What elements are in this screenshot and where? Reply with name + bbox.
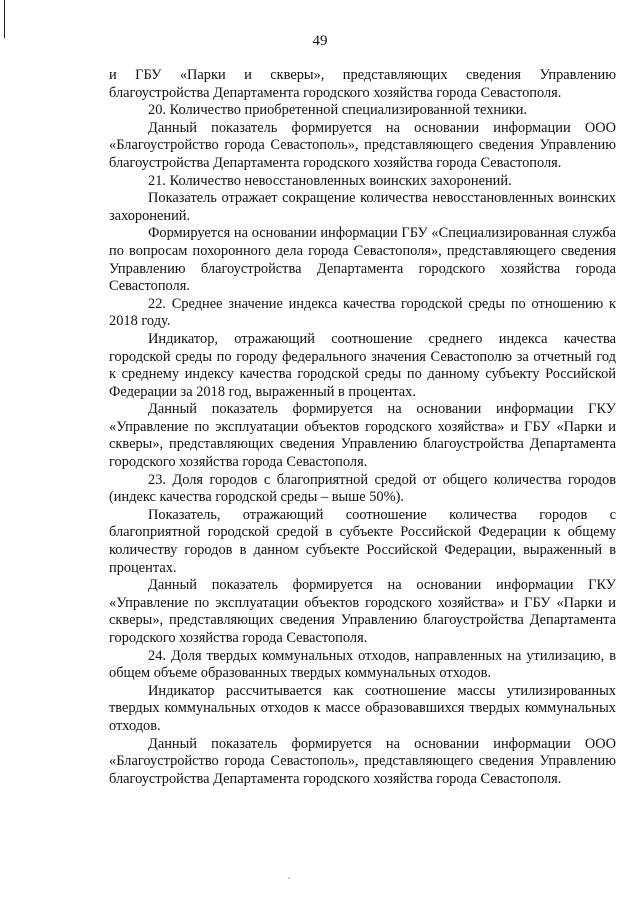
- paragraph: Формируется на основании информации ГБУ «Специализированная служба по вопросам похоронного дела города Севастополя», представляющего сведения Управлению благоустройства Департамента городского хозяйства города Севастополя.: [109, 225, 616, 295]
- paragraph: Данный показатель формируется на основании информации ООО «Благоустройство города Севастополь», представляющего сведения Управлению благоустройства Департамента городского хозяйства города Севастополя.: [109, 119, 616, 171]
- paragraph: 23. Доля городов с благоприятной средой от общего количества городов (индекс качества городской среды – выше 50%).: [109, 471, 616, 506]
- paragraph: 24. Доля твердых коммунальных отходов, направленных на утилизацию, в общем объеме образованных твердых коммунальных отходов.: [109, 647, 616, 682]
- paragraph: Индикатор рассчитывается как соотношение массы утилизированных твердых коммунальных отходов к массе образовавшихся твердых коммунальных отходов.: [109, 682, 616, 734]
- paragraph: 22. Среднее значение индекса качества городской среды по отношению к 2018 году.: [109, 295, 616, 330]
- paragraph: 20. Количество приобретенной специализированной техники.: [148, 102, 528, 119]
- paragraph: Данный показатель формируется на основании информации ГКУ «Управление по эксплуатации объектов городского хозяйства» и ГБУ «Парки и скверы», представляющих сведения Управлению благоустройства Департамента городского хозяйства города Севастополя.: [109, 401, 616, 471]
- document-body: [109, 67, 616, 788]
- paragraph: Индикатор, отражающий соотношение среднего индекса качества городской среды по городу федерального значения Севастополю за отчетный год к среднему индексу качества городской среды по данному субъекту Российской Федерации за 2018 год, выраженный в процентах.: [109, 330, 616, 400]
- page-number: 49: [312, 33, 328, 49]
- scan-speck: [288, 877, 290, 879]
- paragraph: Показатель, отражающий соотношение количества городов с благоприятной городской средой в субъекте Российской Федерации к общему количеству городов в данном субъекте Российской Федерации, выраженный в процентах.: [109, 506, 616, 576]
- paragraph: и ГБУ «Парки и скверы», представляющих сведения Управлению благоустройства Департамента городского хозяйства города Севастополя.: [109, 67, 616, 101]
- paragraph: 21. Количество невосстановленных воинских захоронений.: [148, 172, 512, 189]
- paragraph: Данный показатель формируется на основании информации ГКУ «Управление по эксплуатации объектов городского хозяйства» и ГБУ «Парки и скверы», представляющих сведения Управлению благоустройства Департамента городского хозяйства города Севастополя.: [109, 577, 616, 646]
- paragraph: Показатель отражает сокращение количества невосстановленных воинских захоронений.: [109, 190, 616, 224]
- paragraph: Данный показатель формируется на основании информации ООО «Благоустройство города Севастополь», представляющего сведения Управлению благоустройства Департамента городского хозяйства города Севастополя.: [109, 735, 616, 787]
